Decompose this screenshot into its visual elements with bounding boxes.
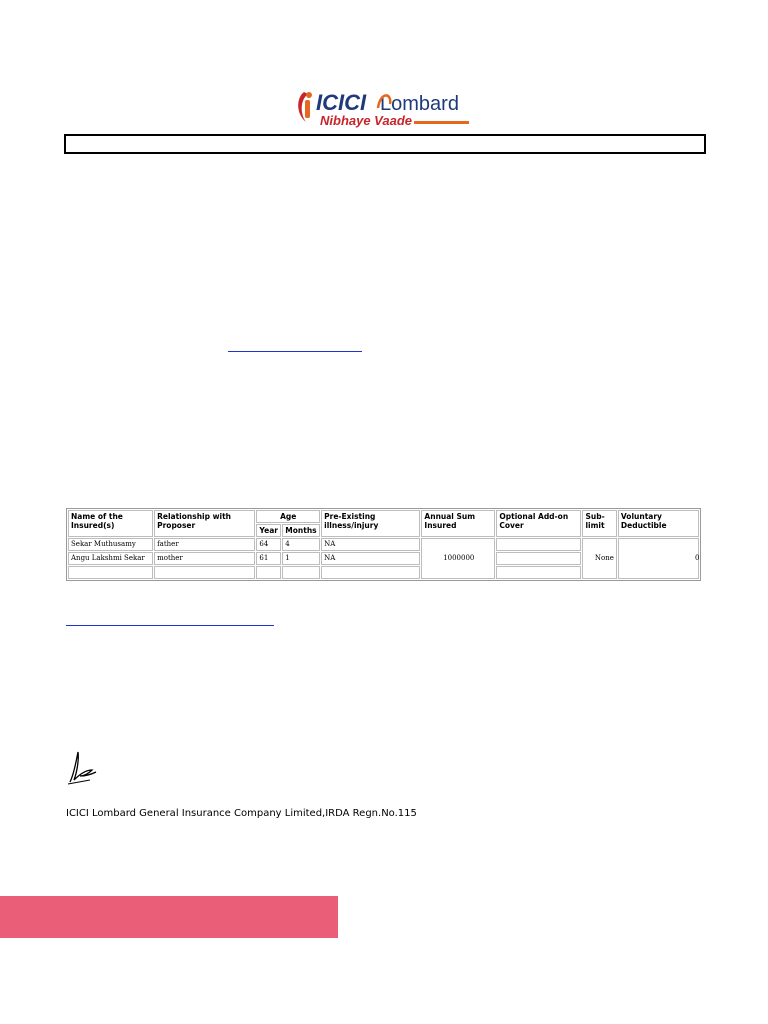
table-header-row (68, 510, 699, 523)
svg-text:Lombard: Lombard (380, 93, 459, 115)
header-deductible: Voluntary Deductible (618, 510, 699, 537)
cell-relationship (154, 566, 255, 579)
cell-sublimit: None (582, 538, 616, 579)
header-sum-insured: Annual Sum Insured (421, 510, 495, 537)
cell-months (282, 566, 320, 579)
cell-pre-existing (321, 566, 420, 579)
header-months: Months (282, 524, 320, 537)
cell-pre-existing: NA (321, 552, 420, 565)
pink-footer-bar (0, 896, 338, 938)
cell-year: 61 (256, 552, 281, 565)
cell-pre-existing: NA (321, 538, 420, 551)
email-link[interactable] (228, 351, 362, 352)
cell-year (256, 566, 281, 579)
table-row (68, 538, 699, 551)
signature-image (66, 748, 98, 786)
header-addon: Optional Add-on Cover (496, 510, 581, 537)
header-age: Age (256, 510, 320, 523)
cell-year: 64 (256, 538, 281, 551)
svg-text:ICICI: ICICI (316, 90, 367, 115)
cell-sum-insured: 1000000 (421, 538, 495, 579)
company-registration-line: ICICI Lombard General Insurance Company Limited,IRDA Regn.No.115 (66, 808, 417, 819)
cell-relationship: mother (154, 552, 255, 565)
website-link[interactable] (66, 625, 274, 626)
cell-name: Sekar Muthusamy (68, 538, 153, 551)
cell-months: 4 (282, 538, 320, 551)
cell-name (68, 566, 153, 579)
svg-text:Nibhaye Vaade: Nibhaye Vaade (320, 113, 413, 128)
header-name: Name of the Insured(s) (68, 510, 153, 537)
cell-relationship: father (154, 538, 255, 551)
insured-members-table (66, 508, 701, 581)
cell-deductible (618, 538, 699, 579)
header-relationship: Relationship with Proposer (154, 510, 255, 537)
document-title-box (64, 134, 706, 154)
header-pre-existing: Pre-Existing illness/injury (321, 510, 420, 537)
icici-lombard-logo (294, 84, 472, 130)
cell-addon (496, 566, 581, 579)
cell-months: 1 (282, 552, 320, 565)
header-sublimit: Sub-limit (582, 510, 616, 537)
cell-addon (496, 552, 581, 565)
deductible-value: 0 (695, 553, 700, 562)
cell-name: Angu Lakshmi Sekar (68, 552, 153, 565)
header-year: Year (256, 524, 281, 537)
cell-addon (496, 538, 581, 551)
